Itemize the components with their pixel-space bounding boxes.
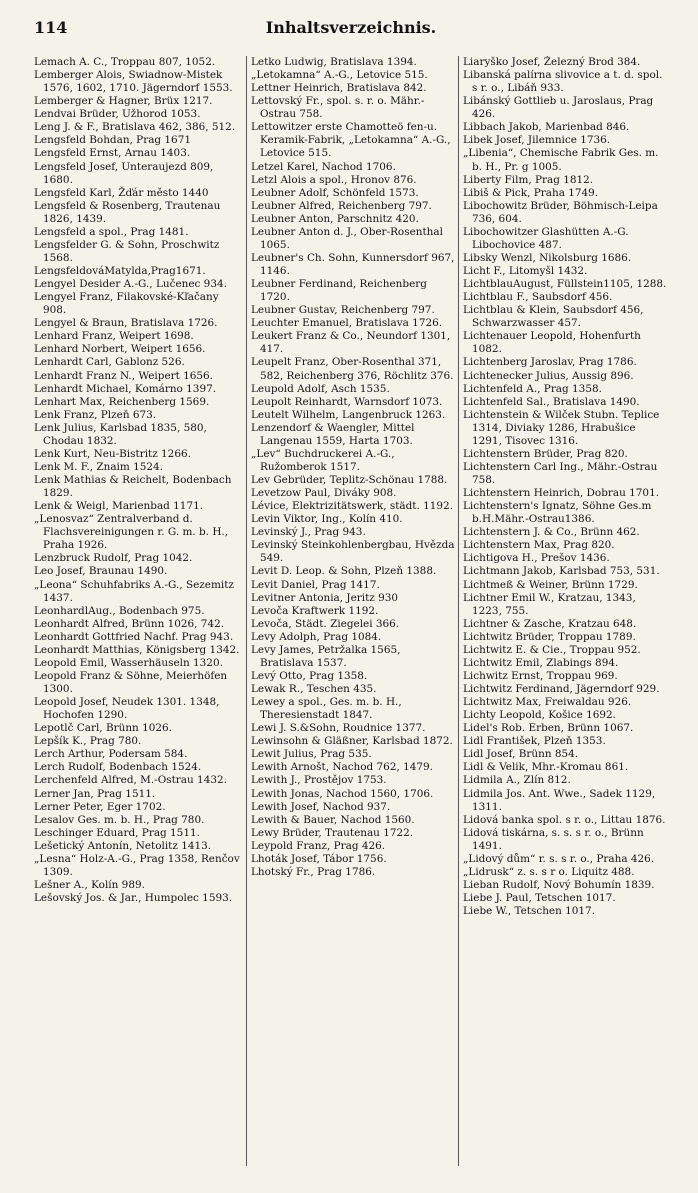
index-entry: Lichtenstern's Ignatz, Söhne Ges.m b.H.Mähr.-Ostrau1386. — [463, 500, 652, 526]
index-entry: Lidl & Velik, Mhr.-Kromau 861. — [463, 761, 629, 774]
index-entry: Liebe W., Tetschen 1017. — [463, 905, 596, 918]
index-entry: Leopold Josef, Neudek 1301. 1348, Hochofen 1290. — [34, 696, 220, 722]
index-entry: Liebe J. Paul, Tetschen 1017. — [463, 892, 616, 904]
index-entry: Lichtenecker Julius, Aussig 896. — [463, 369, 634, 382]
index-column-3 — [458, 56, 670, 1166]
index-entry: Lemberger & Hagner, Brüx 1217. — [34, 95, 213, 108]
page-header — [28, 18, 674, 46]
index-entry: Lichtenstern Heinrich, Dobrau 1701. — [463, 487, 660, 500]
index-entry: Leypold Franz, Prag 426. — [251, 839, 386, 852]
index-entry: Lengsfeld Karl, Žďár město 1440 — [34, 186, 209, 199]
index-entry: Lettner Heinrich, Bratislava 842. — [251, 82, 427, 95]
index-entry: Leonhardt Gottfried Nachf. Prag 943. — [34, 630, 234, 643]
index-entry: „Letokamna“ A.-G., Letovice 515. — [251, 69, 428, 82]
index-entry: Leupelt Franz, Ober-Rosenthal 371, 582, Reichenberg 376, Röchlitz 376. — [251, 356, 454, 382]
index-entry: Lichtenstern J. & Co., Brünn 462. — [463, 526, 640, 539]
index-entry: Liaryško Josef, Železný Brod 384. — [463, 56, 641, 68]
index-entry: Lengsfeld Josef, Unteraujezd 809, 1680. — [34, 160, 214, 186]
index-entry: Lhoták Josef, Tábor 1756. — [251, 852, 387, 865]
index-entry: Lichtner Emil W., Kratzau, 1343, 1223, 755. — [463, 591, 636, 617]
index-entry: Lettovský Fr., spol. s. r. o. Mähr.-Ostrau 758. — [251, 95, 425, 121]
index-entry: Lewith Arnošt, Nachod 762, 1479. — [251, 761, 433, 774]
index-entry: Lhotský Fr., Prag 1786. — [251, 865, 376, 878]
index-entry: Lichtwitz E. & Cie., Troppau 952. — [463, 643, 641, 656]
index-entry: Lendvai Brüder, Užhorod 1053. — [34, 108, 201, 121]
index-entry: Libochowitzer Glashütten A.-G. Libochovice 487. — [463, 225, 629, 251]
index-entry: LengsfeldováMatylda,Prag1671. — [34, 265, 206, 277]
index-entry: Leopold Emil, Wasserhäuseln 1320. — [34, 656, 223, 669]
index-entry: Letzl Alois a spol., Hronov 876. — [251, 173, 417, 186]
index-entry: Lewit Julius, Prag 535. — [251, 748, 372, 761]
index-entry: Leubner Anton, Parschnitz 420. — [251, 212, 419, 225]
index-entry: Lerner Jan, Prag 1511. — [34, 787, 156, 800]
index-entry: Lidová banka spol. s r. o., Littau 1876. — [463, 813, 666, 826]
index-entry: Lichtblau F., Saubsdorf 456. — [463, 291, 613, 304]
index-entry: Leutelt Wilhelm, Langenbruck 1263. — [251, 408, 446, 421]
index-entry: Levetzow Paul, Diváky 908. — [251, 487, 397, 500]
index-entry: Lengyel & Braun, Bratislava 1726. — [34, 317, 218, 330]
index-entry: Lerch Rudolf, Bodenbach 1524. — [34, 761, 202, 774]
index-entry: Levinský J., Prag 943. — [251, 526, 366, 539]
index-entry: Lenhardt Michael, Komárno 1397. — [34, 382, 217, 395]
index-entry: Lengyel Franz, Filakovské-Kľačany 908. — [34, 291, 219, 317]
index-entry: Lenk Mathias & Reichelt, Bodenbach 1829. — [34, 474, 232, 500]
index-entry: Leonhardt Matthias, Königsberg 1342. — [34, 643, 240, 656]
index-entry: Lemberger Alois, Swiadnow-Mistek 1576, 1602, 1710. Jägerndorf 1553. — [34, 69, 233, 95]
index-entry: Lidmila Jos. Ant. Wwe., Sadek 1129, 1311. — [463, 787, 656, 813]
index-entry: Lichtner & Zasche, Kratzau 648. — [463, 617, 637, 630]
index-entry: „Libenia“, Chemische Fabrik Ges. m. b. H., Pr. g 1005. — [463, 147, 659, 173]
index-entry: Leubner Anton d. J., Ober-Rosenthal 1065. — [251, 225, 443, 251]
index-entry: Letko Ludwig, Bratislava 1394. — [251, 56, 417, 68]
index-entry: Lenhart Max, Reichenberg 1569. — [34, 395, 210, 408]
index-entry: Libbach Jakob, Marienbad 846. — [463, 121, 630, 134]
index-entry: Lichtwitz Brüder, Troppau 1789. — [463, 630, 636, 643]
index-entry: „Leona“ Schuhfabriks A.-G., Sezemitz 1437. — [34, 578, 234, 604]
index-entry: Lidel's Rob. Erben, Brünn 1067. — [463, 722, 634, 735]
index-entry: Libsky Wenzl, Nikolsburg 1686. — [463, 251, 632, 264]
index-entry: Lesalov Ges. m. b. H., Prag 780. — [34, 813, 205, 826]
index-entry: Lettowitzer erste Chamotteö fen-u. Keramik-Fabrik, „Letokamna“ A.-G., Letovice 515. — [251, 121, 451, 160]
index-entry: Lenk Julius, Karlsbad 1835, 580, Chodau 1832. — [34, 421, 207, 447]
index-column-1 — [34, 56, 246, 1166]
index-entry: Lewey a spol., Ges. m. b. H., Theresienstadt 1847. — [251, 696, 402, 722]
index-entry: Lieban Rudolf, Nový Bohumín 1839. — [463, 878, 655, 891]
index-entry: Lenk Franz, Plzeň 673. — [34, 408, 157, 421]
index-entry: Lidmila A., Zlín 812. — [463, 774, 571, 787]
index-entry: Lévice, Elektrizitätswerk, städt. 1192. — [251, 500, 454, 513]
index-entry: Lidl František, Plzeň 1353. — [463, 735, 606, 748]
index-entry: Lerchenfeld Alfred, M.-Ostrau 1432. — [34, 774, 227, 787]
running-title: Inhaltsverzeichnis. — [265, 18, 437, 37]
index-entry: Lešovský Jos. & Jar., Humpolec 1593. — [34, 892, 233, 904]
index-entry: LichtblauAugust, Füllstein1105, 1288. — [463, 278, 667, 291]
index-entry: Lichtenstern Carl Ing., Mähr.-Ostrau 758. — [463, 460, 658, 486]
index-entry: Lenhardt Franz N., Weipert 1656. — [34, 369, 214, 382]
index-entry: Lerner Peter, Eger 1702. — [34, 800, 166, 813]
index-entry: Leubner Gustav, Reichenberg 797. — [251, 304, 435, 317]
index-entry: LeonhardlAug., Bodenbach 975. — [34, 604, 205, 617]
index-entry: Levy Adolph, Prag 1084. — [251, 630, 382, 643]
index-entry: Lichty Leopold, Košice 1692. — [463, 709, 616, 722]
index-entry: Lewinsohn & Gläßner, Karlsbad 1872. — [251, 735, 453, 748]
index-entry: Levinský Steinkohlenbergbau, Hvězda 549. — [251, 539, 455, 565]
index-entry: Leupolt Reinhardt, Warnsdorf 1073. — [251, 395, 443, 408]
index-entry: Levin Viktor, Ing., Kolín 410. — [251, 513, 403, 526]
index-entry: Lerch Arthur, Podersam 584. — [34, 748, 188, 761]
index-entry: Lengsfeld & Rosenberg, Trautenau 1826, 1439. — [34, 199, 221, 225]
index-entry: „Lidový dům“ r. s. s r. o., Praha 426. — [463, 852, 655, 865]
index-entry: Levitner Antonia, Jeritz 930 — [251, 591, 399, 604]
index-entry: Lengsfeld a spol., Prag 1481. — [34, 225, 189, 238]
index-entry: Lewith Josef, Nachod 937. — [251, 800, 391, 813]
index-entry: Lenk M. F., Znaim 1524. — [34, 460, 163, 473]
index-entry: Lenhardt Carl, Gablonz 526. — [34, 356, 185, 369]
index-entry: Lichtblau & Klein, Saubsdorf 456, Schwarzwasser 457. — [463, 304, 644, 330]
index-entry: Levit Daniel, Prag 1417. — [251, 578, 380, 591]
index-entry: Leng J. & F., Bratislava 462, 386, 512. — [34, 121, 236, 134]
index-entry: Lichtenberg Jaroslav, Prag 1786. — [463, 356, 637, 369]
index-entry: Libanská palírna slivovice a t. d. spol. s r. o., Libáň 933. — [463, 69, 663, 95]
index-entry: „Lenosvaz“ Zentralverband d. Flachsvereinigungen r. G. m. b. H., Praha 1926. — [34, 513, 229, 552]
index-entry: Libek Josef, Jilemnice 1736. — [463, 134, 611, 147]
index-entry: Lichtenfeld A., Prag 1358. — [463, 382, 602, 395]
index-entry: Lichtwitz Emil, Zlabings 894. — [463, 656, 619, 669]
index-entry: Lenzbruck Rudolf, Prag 1042. — [34, 552, 193, 565]
index-entry: Lichtenstern Brüder, Prag 820. — [463, 447, 628, 460]
index-entry: Lengsfeld Bohdan, Prag 1671 — [34, 134, 191, 147]
index-entry: Leupold Adolf, Asch 1535. — [251, 382, 390, 395]
index-entry: Lewith Jonas, Nachod 1560, 1706. — [251, 787, 434, 800]
index-entry: Lichtenstein & Wilček Stubn. Teplice 1314, Diviaky 1286, Hrabušice 1291, Tisovec 1316. — [463, 408, 660, 447]
index-entry: Lenk & Weigl, Marienbad 1171. — [34, 500, 204, 513]
index-entry: Lewith J., Prostějov 1753. — [251, 774, 387, 787]
index-entry: Lenzendorf & Waengler, Mittel Langenau 1559, Harta 1703. — [251, 421, 415, 447]
index-entry: „Lev“ Buchdruckerei A.-G., Ružomberok 1517. — [251, 447, 395, 473]
index-entry: Lešetický Antonín, Netolitz 1413. — [34, 839, 212, 852]
index-entry: Leschinger Eduard, Prag 1511. — [34, 826, 200, 839]
index-entry: Lichtenfeld Sal., Bratislava 1490. — [463, 395, 640, 408]
index-entry: Liberty Film, Prag 1812. — [463, 173, 594, 186]
index-entry: Lengsfelder G. & Sohn, Proschwitz 1568. — [34, 238, 220, 264]
index-entry: Licht F., Litomyšl 1432. — [463, 265, 588, 277]
index-entry: Lewy Brüder, Trautenau 1722. — [251, 826, 414, 839]
index-entry: Lešner A., Kolín 989. — [34, 878, 145, 891]
index-entry: Lenhard Norbert, Weipert 1656. — [34, 343, 206, 356]
index-columns — [34, 56, 670, 1166]
index-entry: Leukert Franz & Co., Neundorf 1301, 417. — [251, 330, 451, 356]
index-entry: Lengsfeld Ernst, Arnau 1403. — [34, 147, 191, 160]
index-entry: Leuchter Emanuel, Bratislava 1726. — [251, 317, 443, 330]
index-entry: Lichtwitz Ferdinand, Jägerndorf 929. — [463, 683, 660, 695]
index-entry: Levoča, Städt. Ziegelei 366. — [251, 617, 400, 630]
index-entry: Lichtenauer Leopold, Hohenfurth 1082. — [463, 330, 641, 356]
page-number: 114 — [34, 18, 68, 37]
index-column-2 — [246, 56, 458, 1166]
index-entry: Lewi J. S.&Sohn, Roudnice 1377. — [251, 722, 426, 735]
index-entry: Lidl Josef, Brünn 854. — [463, 748, 579, 761]
index-entry: Lichtmeß & Weiner, Brünn 1729. — [463, 578, 638, 591]
index-entry: Levit D. Leop. & Sohn, Plzeň 1388. — [251, 565, 437, 578]
index-entry: Levoča Kraftwerk 1192. — [251, 604, 379, 617]
index-entry: Libochowitz Brüder, Böhmisch-Leipa 736, 604. — [463, 199, 658, 225]
index-entry: Lichtmann Jakob, Karlsbad 753, 531. — [463, 565, 660, 578]
index-entry: Leubner Adolf, Schönfeld 1573. — [251, 186, 419, 199]
index-entry: Lichtwitz Max, Freiwaldau 926. — [463, 696, 632, 709]
index-entry: Lichtenstern Max, Prag 820. — [463, 539, 615, 552]
index-entry: „Lidrusk“ z. s. s r o. Liquitz 488. — [463, 865, 635, 878]
index-entry: Libiš & Pick, Praha 1749. — [463, 186, 599, 199]
index-entry: „Lesna“ Holz-A.-G., Prag 1358, Renčov 1309. — [34, 852, 240, 878]
index-entry: Lepotlč Carl, Brünn 1026. — [34, 722, 172, 735]
index-entry: Lichtigova H., Prešov 1436. — [463, 552, 610, 565]
index-entry: Lepšík K., Prag 780. — [34, 735, 142, 748]
index-entry: Lidová tiskárna, s. s. s r. o., Brünn 1491. — [463, 826, 644, 852]
index-entry: Leubner Alfred, Reichenberg 797. — [251, 199, 432, 212]
index-entry: Leubner Ferdinand, Reichenberg 1720. — [251, 278, 427, 304]
index-entry: Lewak R., Teschen 435. — [251, 683, 377, 695]
index-entry: Lichwitz Ernst, Troppau 969. — [463, 669, 618, 682]
index-entry: Lenk Kurt, Neu-Bistritz 1266. — [34, 447, 191, 460]
index-entry: Lewith & Bauer, Nachod 1560. — [251, 813, 415, 826]
index-entry: Lev Gebrüder, Teplitz-Schönau 1788. — [251, 474, 448, 486]
index-entry: Lengyel Desider A.-G., Lučenec 934. — [34, 278, 227, 291]
index-entry: Leubner's Ch. Sohn, Kunnersdorf 967, 1146. — [251, 251, 455, 277]
index-entry: Levy James, Petržalka 1565, Bratislava 1537. — [251, 643, 401, 669]
index-entry: Levý Otto, Prag 1358. — [251, 669, 368, 682]
index-entry: Lenhard Franz, Weipert 1698. — [34, 330, 194, 343]
index-entry: Leonhardt Alfred, Brünn 1026, 742. — [34, 617, 225, 630]
index-entry: Leopold Franz & Söhne, Meierhöfen 1300. — [34, 669, 228, 695]
index-entry: Leo Josef, Braunau 1490. — [34, 565, 168, 578]
index-entry: Libánský Gottlieb u. Jaroslaus, Prag 426. — [463, 95, 654, 121]
index-entry: Letzel Karel, Nachod 1706. — [251, 160, 396, 173]
index-entry: Lemach A. C., Troppau 807, 1052. — [34, 56, 216, 68]
